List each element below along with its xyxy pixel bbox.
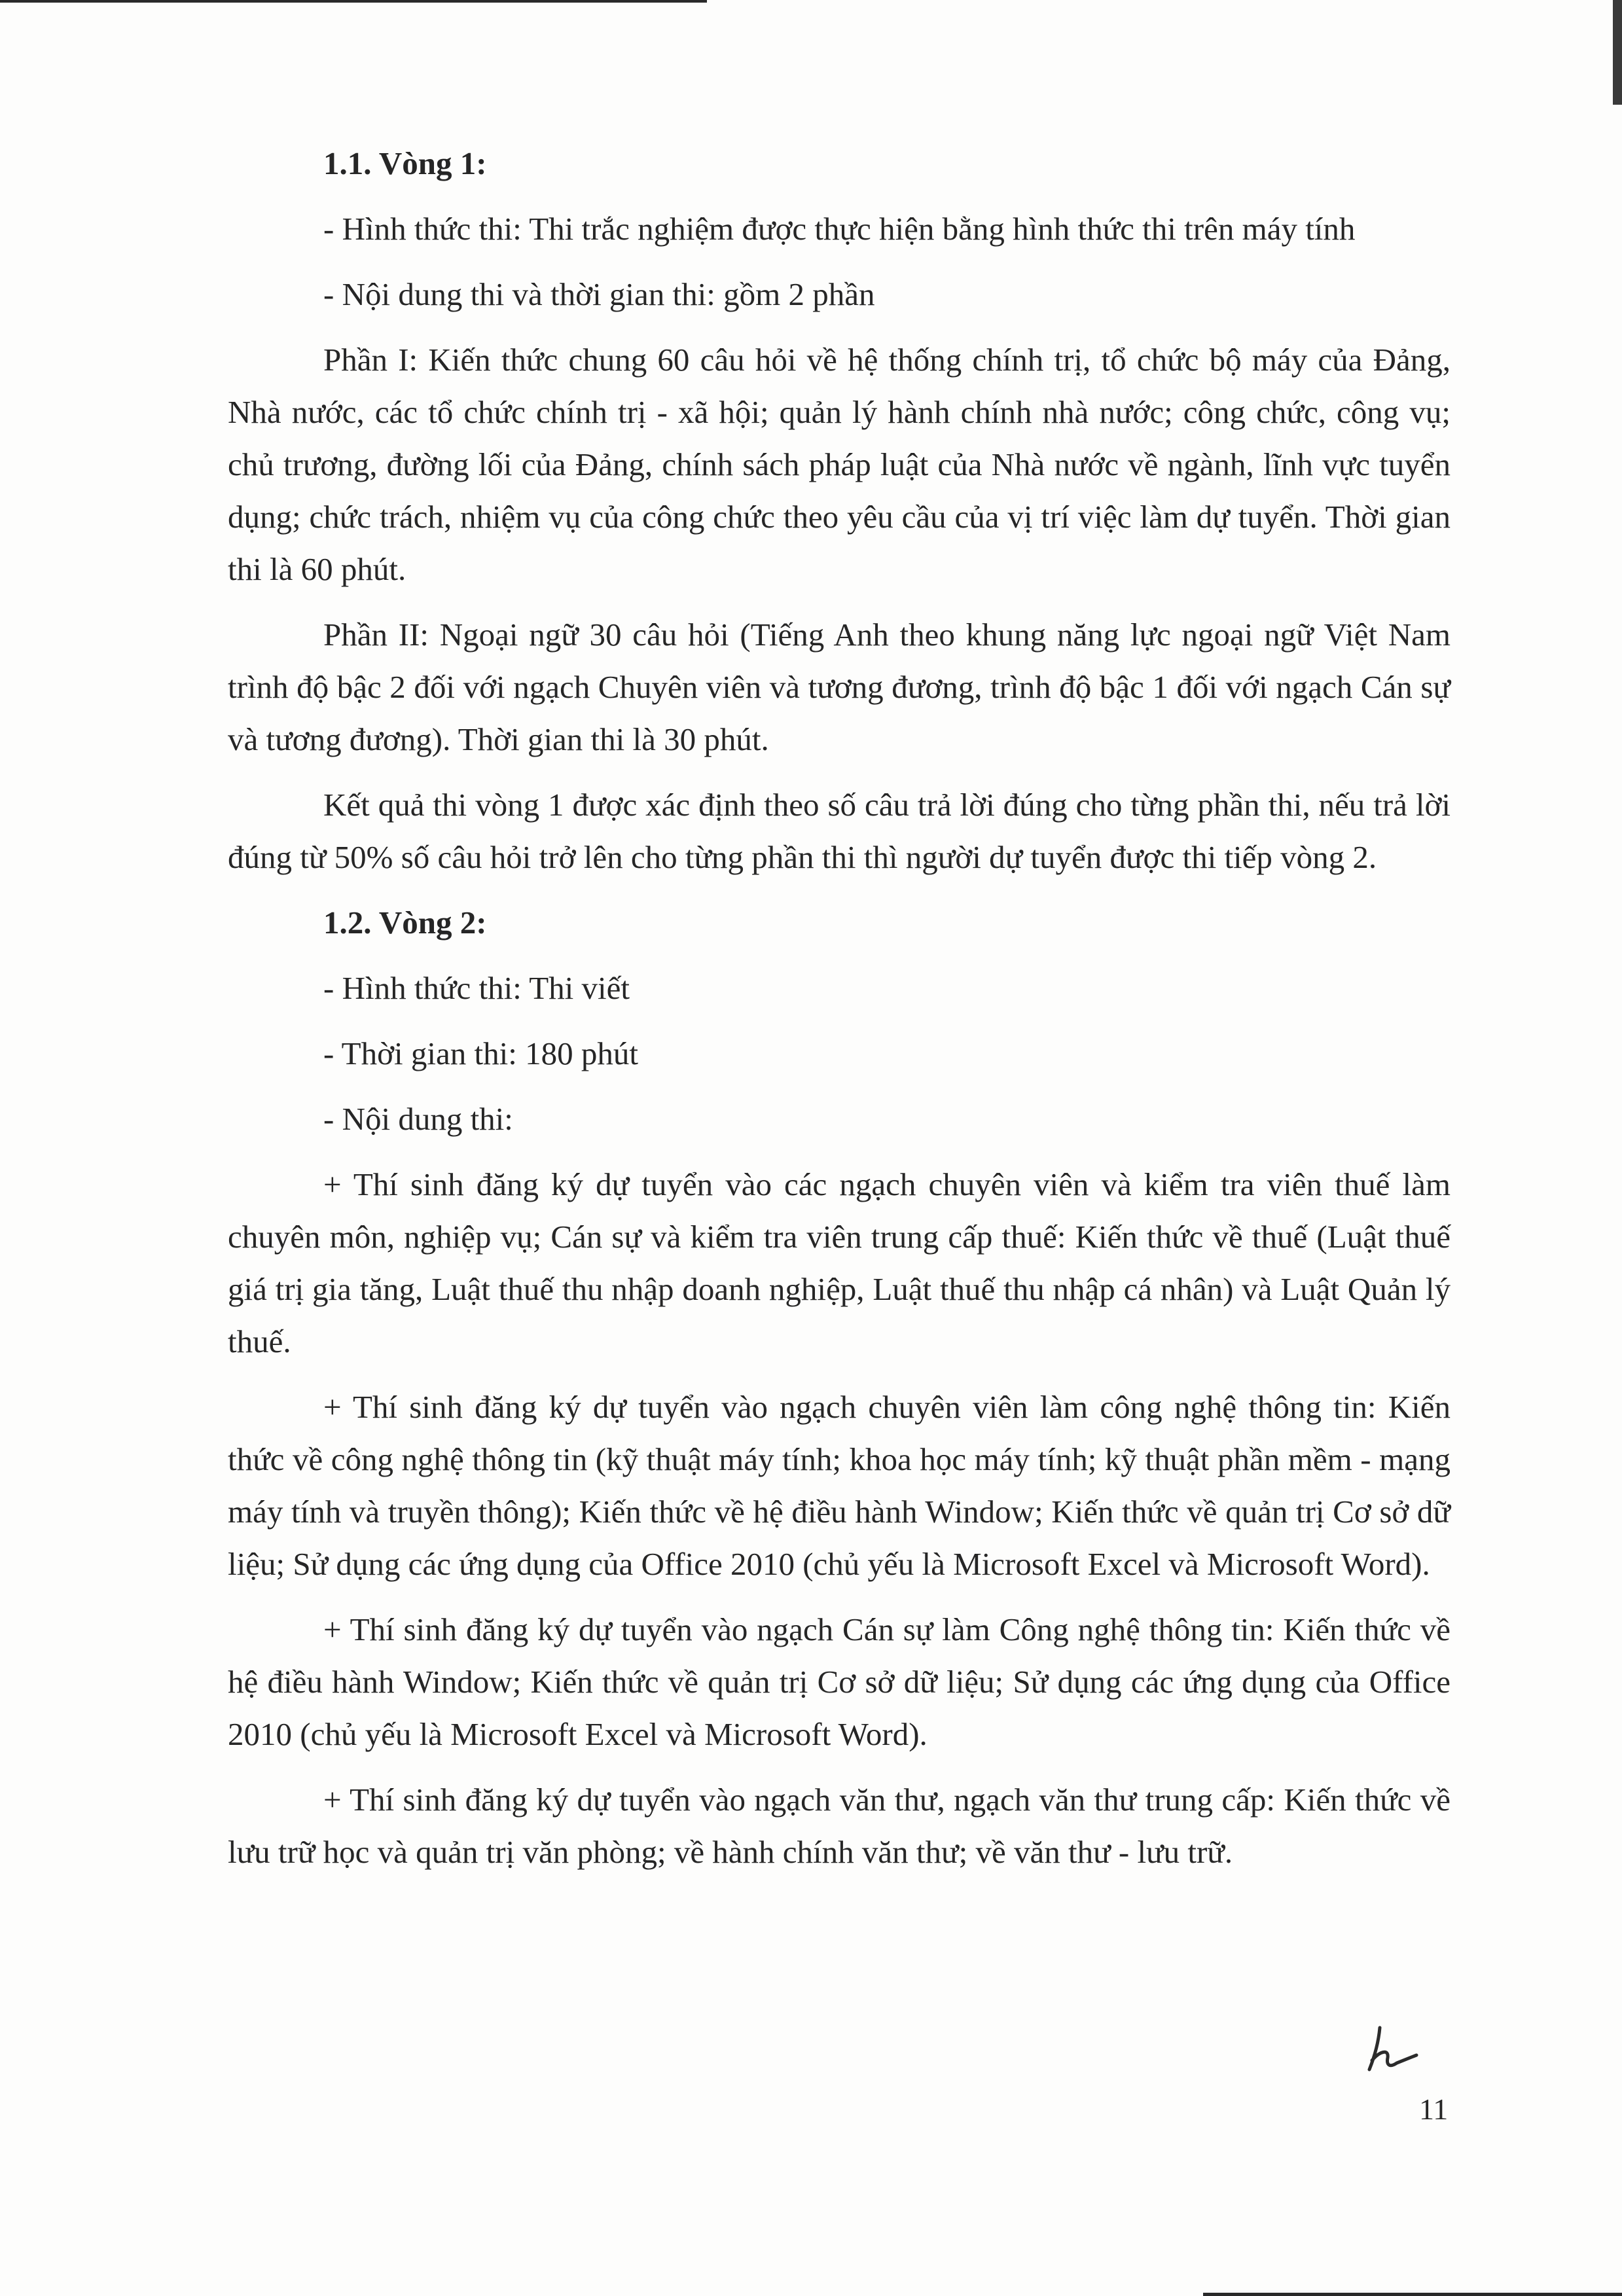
paragraph-it-specialist-candidates: + Thí sinh đăng ký dự tuyển vào ngạch chuyên viên làm công nghệ thông tin: Kiến thức về công nghệ thông tin (kỹ thuật máy tính; khoa học máy tính; kỹ thuật phần mềm - mạng máy tính và truyền thông); Kiến thức về hệ điều hành Window; Kiến thức về quản trị Cơ sở dữ liệu; Sử dụng các ứng dụng của Office 2010 (chủ yếu là Microsoft Excel và Microsoft Word). <box>228 1389 1451 1582</box>
scan-border-right <box>1613 0 1622 105</box>
page-number: 11 <box>1419 2092 1449 2126</box>
scan-border-bottom <box>1203 2293 1622 2296</box>
section-heading-round-2: 1.2. Vòng 2: <box>323 905 487 941</box>
paragraph-it-officer-candidates: + Thí sinh đăng ký dự tuyển vào ngạch Cán sự làm Công nghệ thông tin: Kiến thức về hệ điều hành Window; Kiến thức về quản trị Cơ sở dữ liệu; Sử dụng các ứng dụng của Office 2010 (chủ yếu là Microsoft Excel và Microsoft Word). <box>228 1611 1451 1752</box>
paragraph-round-1-result: Kết quả thi vòng 1 được xác định theo số câu trả lời đúng cho từng phần thi, nếu trả lời đúng từ 50% số câu hỏi trở lên cho từng phần thi thì người dự tuyển được thi tiếp vòng 2. <box>228 787 1451 875</box>
document-body <box>228 137 1451 1892</box>
paragraph-exam-format-1: - Hình thức thi: Thi trắc nghiệm được thực hiện bằng hình thức thi trên máy tính <box>323 211 1356 247</box>
initials-signature <box>1360 2022 1432 2075</box>
paragraph-tax-candidates: + Thí sinh đăng ký dự tuyển vào các ngạch chuyên viên và kiểm tra viên thuế làm chuyên môn, nghiệp vụ; Cán sự và kiểm tra viên trung cấp thuế: Kiến thức về thuế (Luật thuế giá trị gia tăng, Luật thuế thu nhập doanh nghiệp, Luật thuế thu nhập cá nhân) và Luật Quản lý thuế. <box>228 1166 1451 1359</box>
paragraph-part-2: Phần II: Ngoại ngữ 30 câu hỏi (Tiếng Anh theo khung năng lực ngoại ngữ Việt Nam trình độ bậc 2 đối với ngạch Chuyên viên và tương đương, trình độ bậc 1 đối với ngạch Cán sự và tương đương). Thời gian thi là 30 phút. <box>228 617 1451 757</box>
paragraph-exam-format-2: - Hình thức thi: Thi viết <box>323 970 630 1006</box>
scan-border-top <box>0 0 707 3</box>
paragraph-exam-content-1: - Nội dung thi và thời gian thi: gồm 2 phần <box>323 276 875 312</box>
paragraph-clerical-candidates: + Thí sinh đăng ký dự tuyển vào ngạch văn thư, ngạch văn thư trung cấp: Kiến thức về lưu trữ học và quản trị văn phòng; về hành chính văn thư; về văn thư - lưu trữ. <box>228 1782 1451 1870</box>
paragraph-exam-content-2: - Nội dung thi: <box>323 1101 513 1137</box>
section-heading-round-1: 1.1. Vòng 1: <box>323 145 487 181</box>
paragraph-part-1: Phần I: Kiến thức chung 60 câu hỏi về hệ thống chính trị, tổ chức bộ máy của Đảng, Nhà nước, các tổ chức chính trị - xã hội; quản lý hành chính nhà nước; công chức, công vụ; chủ trương, đường lối của Đảng, chính sách pháp luật của Nhà nước về ngành, lĩnh vực tuyển dụng; chức trách, nhiệm vụ của công chức theo yêu cầu của vị trí việc làm dự tuyển. Thời gian thi là 60 phút. <box>228 342 1451 587</box>
paragraph-exam-duration-2: - Thời gian thi: 180 phút <box>323 1035 638 1071</box>
